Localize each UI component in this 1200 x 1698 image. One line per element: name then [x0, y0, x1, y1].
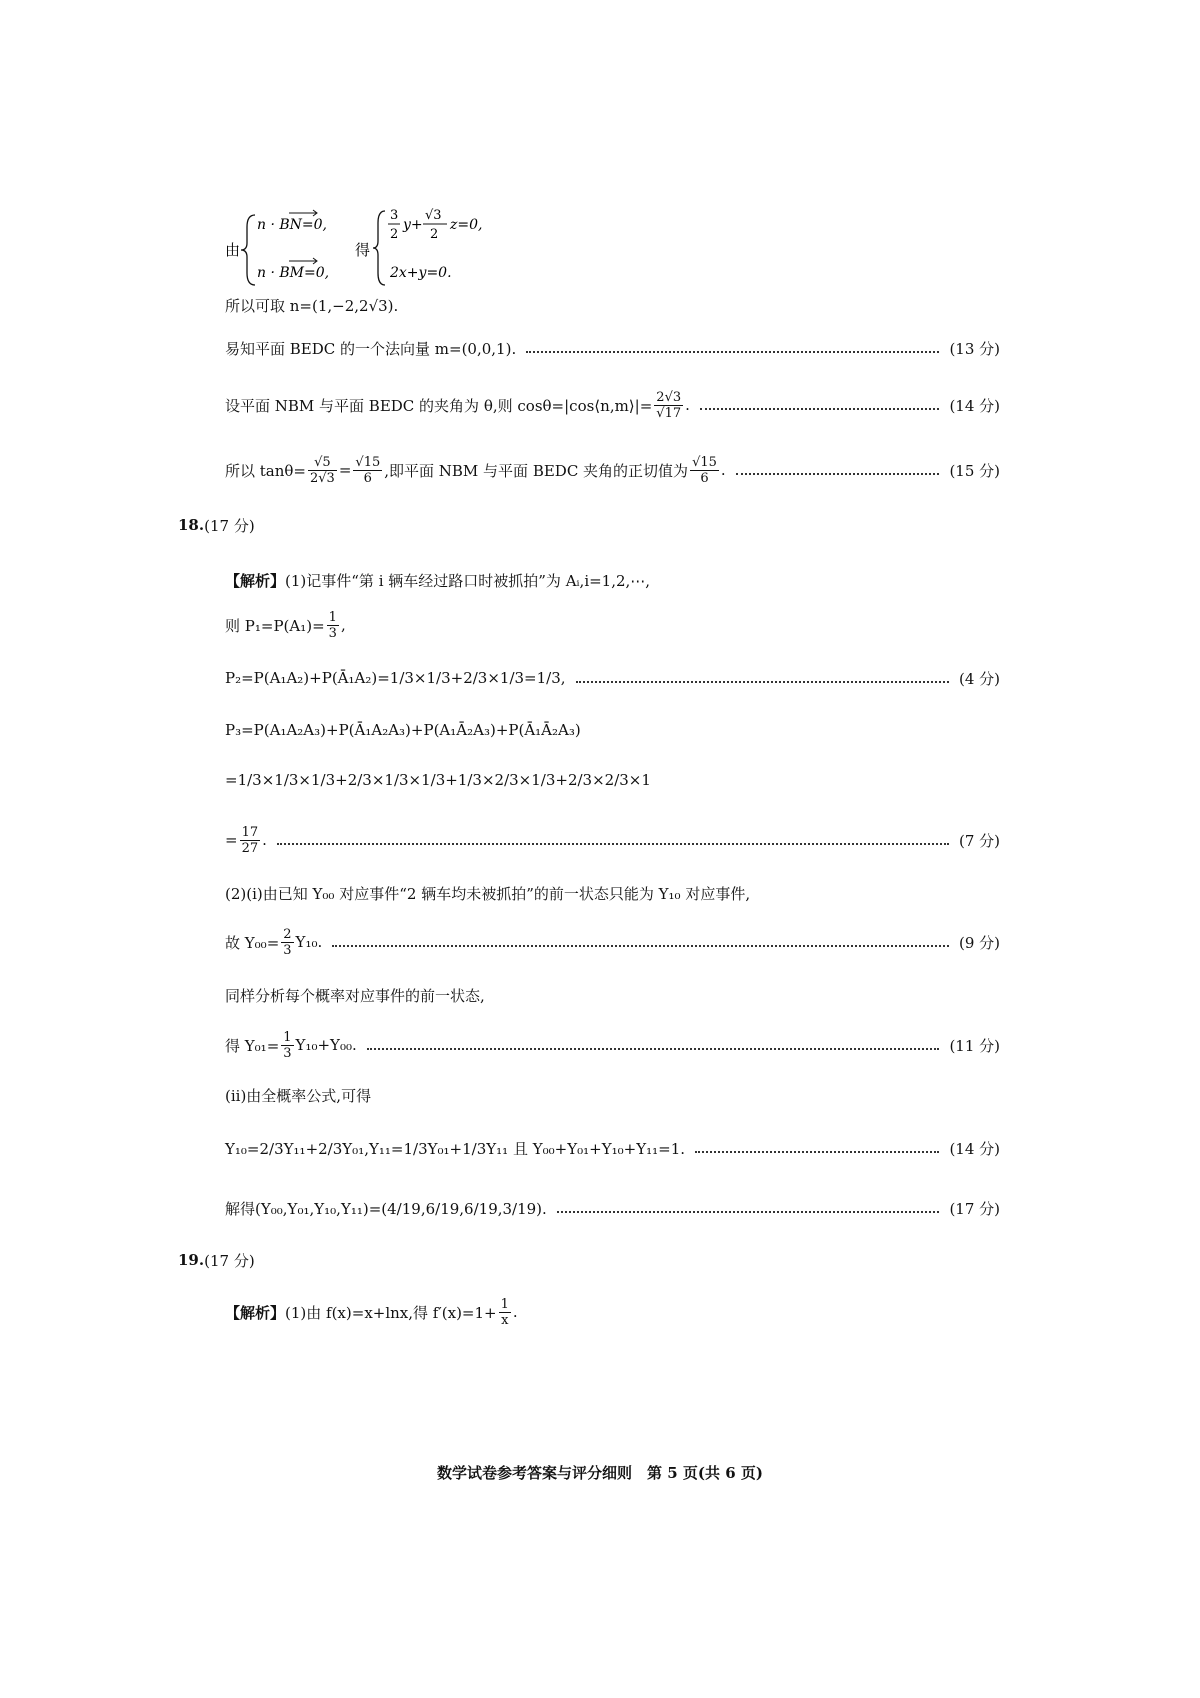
analysis-tag: 【解析】 — [225, 1303, 286, 1322]
eq-r1-den1: 2 — [390, 227, 399, 242]
line-19-1 — [225, 1292, 1000, 1332]
question-number: 18. — [178, 516, 205, 534]
line-18-1 — [225, 560, 1000, 600]
line-text: 故 Y₀₀= — [225, 933, 280, 952]
denominator: x — [501, 1312, 509, 1328]
eq-r1-end: z=0, — [450, 217, 483, 233]
equals: = — [338, 461, 352, 479]
line-cos — [225, 385, 1000, 425]
fraction — [499, 1297, 511, 1328]
line-text: ,即平面 NBM 与平面 BEDC 夹角的正切值为 — [384, 461, 689, 480]
line-text: P₂=P(A₁A₂)+P(Ā₁A₂)=1/3×1/3+2/3×1/3=1/3, — [225, 669, 566, 687]
fraction — [690, 455, 719, 486]
eq-r1-num1: 3 — [390, 208, 399, 223]
equation-system-graphic — [225, 205, 685, 295]
score-label: (11 分) — [949, 1036, 1000, 1055]
eq-r1-den2: 2 — [430, 227, 439, 242]
numerator: 1 — [500, 1296, 509, 1312]
line-18-10 — [225, 1025, 1000, 1065]
denominator: 3 — [328, 625, 337, 641]
line-end: . — [720, 461, 726, 479]
fraction — [327, 610, 339, 641]
line-18-7 — [225, 873, 1000, 913]
dot-leader — [695, 1151, 939, 1153]
denominator: √17 — [656, 405, 682, 421]
score-label: (9 分) — [958, 933, 1000, 952]
line-text: P₃=P(A₁A₂A₃)+P(Ā₁A₂A₃)+P(A₁Ā₂A₃)+P(Ā₁Ā₂A₃) — [225, 721, 581, 739]
numerator: √15 — [692, 454, 717, 470]
score-label: (17 分) — [949, 1199, 1000, 1218]
denominator: 3 — [283, 942, 292, 958]
fraction — [654, 390, 683, 421]
line-text: 设平面 NBM 与平面 BEDC 的夹角为 θ,则 cosθ=|cos⟨n,m⟩|= — [225, 396, 653, 415]
line-text: 则 P₁=P(A₁)= — [225, 616, 325, 635]
line-text: 所以 tanθ= — [225, 461, 306, 480]
line-18-5 — [225, 760, 1000, 800]
score-label: (13 分) — [949, 339, 1000, 358]
fraction — [308, 455, 337, 486]
fraction — [281, 1030, 293, 1061]
line-text: = — [225, 831, 238, 849]
line-18-3 — [225, 658, 1000, 698]
line-18-4 — [225, 710, 1000, 750]
fraction — [281, 927, 293, 958]
numerator: √15 — [355, 454, 381, 470]
numerator: 1 — [328, 609, 337, 625]
eq-r1-mid: y+ — [403, 217, 423, 233]
eq-r1-num2: √3 — [425, 208, 442, 223]
line-text: Y₁₀=2/3Y₁₁+2/3Y₀₁,Y₁₁=1/3Y₀₁+1/3Y₁₁ 且 Y₀₀+Y₀₁+Y₁₀+Y₁₁=1. — [225, 1139, 686, 1158]
question-19-header — [178, 1240, 1000, 1280]
numerator: 2 — [283, 926, 292, 942]
line-text: (ii)由全概率公式,可得 — [225, 1086, 372, 1105]
denominator: 6 — [363, 470, 372, 486]
score-label: (7 分) — [958, 831, 1000, 850]
eq-de: 得 — [355, 241, 371, 259]
line-text: Y₁₀. — [295, 933, 323, 951]
score-label: (14 分) — [949, 396, 1000, 415]
dot-leader — [332, 945, 949, 947]
analysis-tag: 【解析】 — [225, 571, 286, 590]
line-18-13 — [225, 1188, 1000, 1228]
numerator: √5 — [308, 455, 337, 471]
question-points: (17 分) — [204, 1251, 255, 1270]
line-text: 得 Y₀₁= — [225, 1036, 280, 1055]
line-tan — [225, 450, 1000, 490]
line-end: . — [512, 1303, 518, 1321]
line-text: 所以可取 n=(1,−2,2√3). — [225, 296, 399, 315]
line-end: , — [340, 616, 346, 634]
question-number: 19. — [178, 1251, 205, 1269]
dot-leader — [277, 843, 949, 845]
line-text: 易知平面 BEDC 的一个法向量 m=(0,0,1). — [225, 339, 517, 358]
score-label: (4 分) — [958, 669, 1000, 688]
page-footer: 数学试卷参考答案与评分细则 第 5 页(共 6 页) — [437, 1464, 763, 1482]
line-n-vector — [225, 285, 1000, 325]
line-m-vector — [225, 328, 1000, 368]
question-18-header — [178, 505, 1000, 545]
line-text: (1)记事件“第 i 辆车经过路口时被抓拍”为 Aᵢ,i=1,2,⋯, — [285, 571, 651, 590]
question-points: (17 分) — [204, 516, 255, 535]
score-label: (15 分) — [949, 461, 1000, 480]
numerator: 17 — [241, 824, 259, 840]
dot-leader — [576, 681, 949, 683]
dot-leader — [557, 1211, 940, 1213]
denominator: 2√3 — [310, 470, 335, 486]
denominator: 27 — [241, 840, 259, 856]
line-end: . — [262, 831, 267, 849]
line-18-6 — [225, 820, 1000, 860]
line-text: Y₁₀+Y₀₀. — [295, 1036, 357, 1054]
denominator: 3 — [283, 1045, 292, 1061]
line-text: 解得(Y₀₀,Y₀₁,Y₁₀,Y₁₁)=(4/19,6/19,6/19,3/19). — [225, 1199, 547, 1218]
line-18-8 — [225, 922, 1000, 962]
line-text: =1/3×1/3×1/3+2/3×1/3×1/3+1/3×2/3×1/3+2/3×2/3×1 — [225, 771, 651, 789]
dot-leader — [736, 473, 940, 475]
line-18-11 — [225, 1075, 1000, 1115]
denominator: 6 — [700, 470, 709, 486]
fraction — [353, 455, 382, 486]
line-18-12 — [225, 1128, 1000, 1168]
numerator: 1 — [283, 1029, 292, 1045]
eq-you: 由 — [225, 241, 241, 259]
numerator: 2√3 — [656, 389, 682, 405]
fraction — [240, 825, 261, 856]
line-18-2 — [225, 605, 1000, 645]
eq-left-1: n · BN=0, — [257, 217, 327, 233]
line-18-9 — [225, 975, 1000, 1015]
line-text: (1)由 f(x)=x+lnx,得 f′(x)=1+ — [285, 1303, 497, 1322]
line-end: . — [685, 396, 690, 414]
line-text: (2)(i)由已知 Y₀₀ 对应事件“2 辆车均未被抓拍”的前一状态只能为 Y₁₀ 对应事件, — [225, 884, 751, 903]
dot-leader — [700, 408, 940, 410]
score-label: (14 分) — [949, 1139, 1000, 1158]
dot-leader — [367, 1048, 940, 1050]
equation-system — [225, 205, 685, 290]
eq-left-2: n · BM=0, — [257, 265, 330, 281]
eq-r2: 2x+y=0. — [390, 265, 452, 281]
dot-leader — [526, 351, 939, 353]
line-text: 同样分析每个概率对应事件的前一状态, — [225, 986, 485, 1005]
